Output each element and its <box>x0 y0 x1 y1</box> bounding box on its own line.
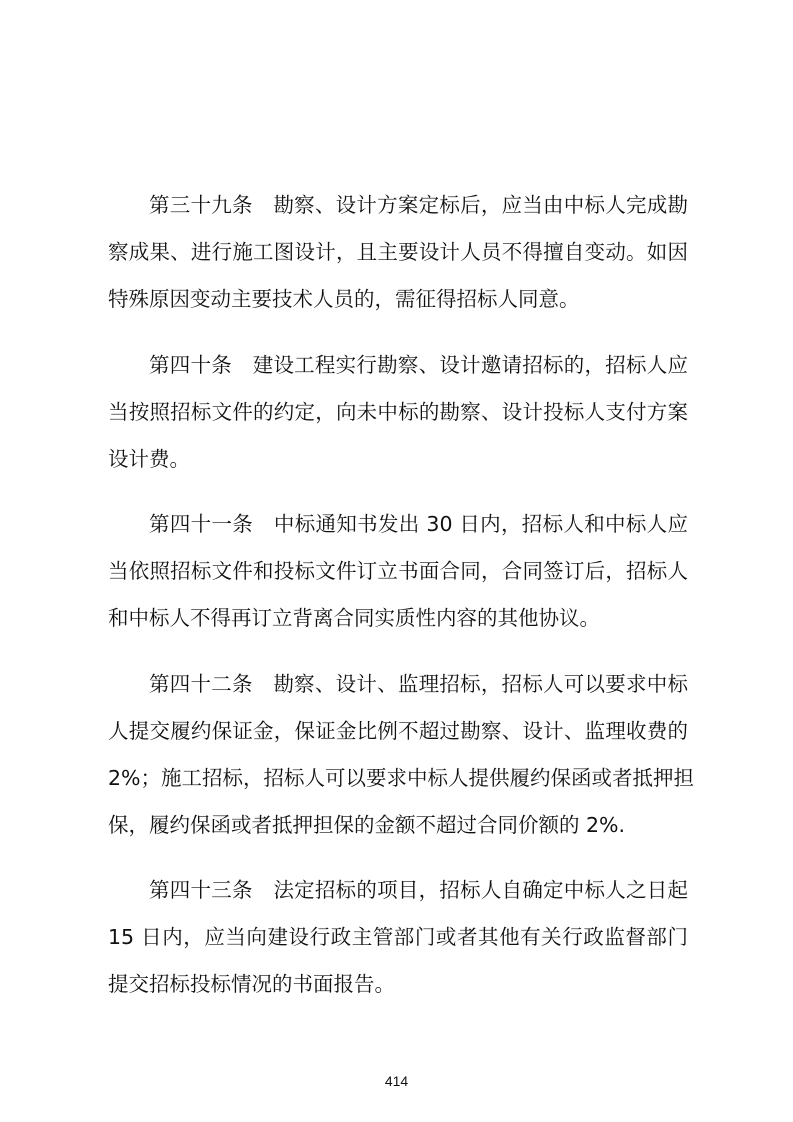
article-line: 保，履约保函或者抵押担保的金额不超过合同价额的 2%. <box>108 813 626 837</box>
article-line: 设计费。 <box>108 447 190 471</box>
article-line: 特殊原因变动主要技术人员的，需征得招标人同意。 <box>108 287 580 311</box>
article-line: 第四十二条 勘察、设计、监理招标，招标人可以要求中标 <box>149 672 688 696</box>
article-43 <box>108 867 688 1008</box>
article-line: 第三十九条 勘察、设计方案定标后，应当由中标人完成勘 <box>149 193 688 217</box>
article-line: 第四十条 建设工程实行勘察、设计邀请招标的，招标人应 <box>149 353 688 377</box>
article-line: 2%；施工招标，招标人可以要求中标人提供履约保函或者抵押担 <box>108 766 695 790</box>
article-41 <box>108 501 688 642</box>
article-40 <box>108 342 688 483</box>
article-line: 察成果、进行施工图设计，且主要设计人员不得擅自变动。如因 <box>108 240 688 264</box>
article-line: 和中标人不得再订立背离合同实质性内容的其他协议。 <box>108 606 600 630</box>
article-line: 当依照招标文件和投标文件订立书面合同，合同签订后，招标人 <box>108 559 688 583</box>
article-line: 人提交履约保证金，保证金比例不超过勘察、设计、监理收费的 <box>108 719 688 743</box>
article-42 <box>108 661 695 849</box>
page-number: 414 <box>384 1073 409 1089</box>
article-39 <box>108 182 688 323</box>
article-line: 当按照招标文件的约定，向未中标的勘察、设计投标人支付方案 <box>108 400 688 424</box>
article-line: 第四十三条 法定招标的项目，招标人自确定中标人之日起 <box>149 878 688 902</box>
article-line: 15 日内，应当向建设行政主管部门或者其他有关行政监督部门 <box>108 925 688 949</box>
article-line: 第四十一条 中标通知书发出 30 日内，招标人和中标人应 <box>149 512 688 536</box>
article-line: 提交招标投标情况的书面报告。 <box>108 972 395 996</box>
